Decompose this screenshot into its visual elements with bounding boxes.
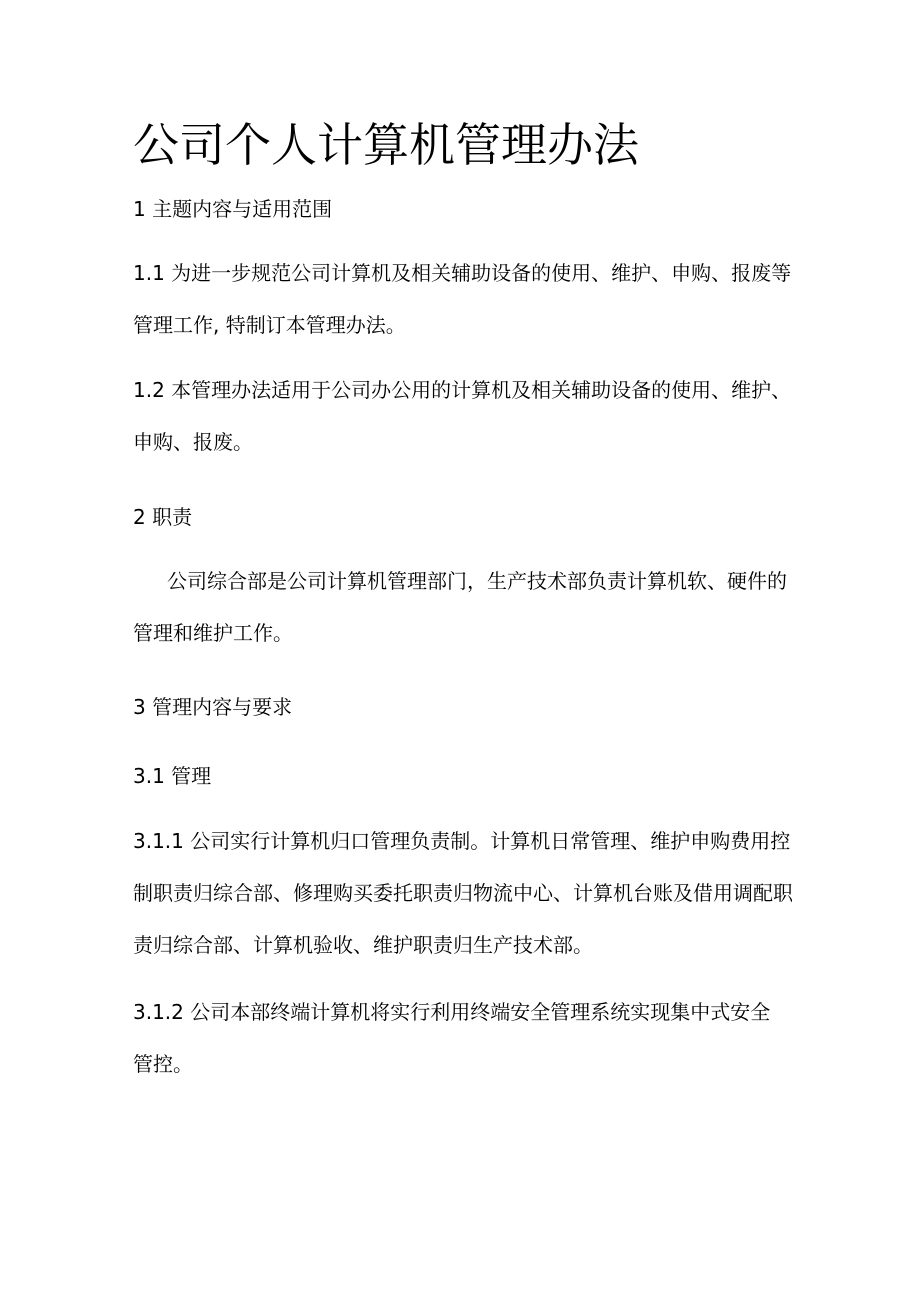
section-2-heading-text: 2 职责 [133,505,193,529]
clause-3-1-2-line-2: 管控。 [133,1052,193,1076]
clause-1-1 [133,247,798,351]
clause-3-1-1 [133,815,798,971]
section-1-heading [133,183,798,235]
section-2-body-line-2: 管理和维护工作。 [133,621,293,645]
clause-1-2 [133,364,798,468]
clause-1-2-line-1: 1.2 本管理办法适用于公司办公用的计算机及相关辅助设备的使用、维护、 [133,378,792,402]
clause-3-1-1-line-1: 3.1.1 公司实行计算机归口管理负责制。计算机日常管理、维护申购费用控 [133,829,791,853]
section-2-body-line-1: 公司综合部是公司计算机管理部门，生产技术部负责计算机软、硬件的 [167,569,787,593]
clause-1-2-line-2: 申购、报废。 [133,430,253,454]
clause-3-1-2-line-1: 3.1.2 公司本部终端计算机将实行利用终端安全管理系统实现集中式安全 [133,1000,771,1024]
document-title: 公司个人计算机管理办法 [133,118,639,172]
section-2-body [133,555,798,659]
section-2-heading [133,491,798,543]
section-3-heading [133,681,798,733]
clause-3-1-2 [133,986,798,1090]
section-1-heading-text: 1 主题内容与适用范围 [133,197,333,221]
section-3-1-heading-text: 3.1 管理 [133,764,212,788]
section-3-heading-text: 3 管理内容与要求 [133,695,293,719]
section-3-1-heading [133,750,798,802]
clause-1-1-line-1: 1.1 为进一步规范公司计算机及相关辅助设备的使用、维护、申购、报废等 [133,261,792,285]
clause-3-1-1-line-3: 责归综合部、计算机验收、维护职责归生产技术部。 [133,933,593,957]
clause-3-1-1-line-2: 制职责归综合部、修理购买委托职责归物流中心、计算机台账及借用调配职 [133,881,793,905]
clause-1-1-line-2: 管理工作, 特制订本管理办法。 [133,313,406,337]
